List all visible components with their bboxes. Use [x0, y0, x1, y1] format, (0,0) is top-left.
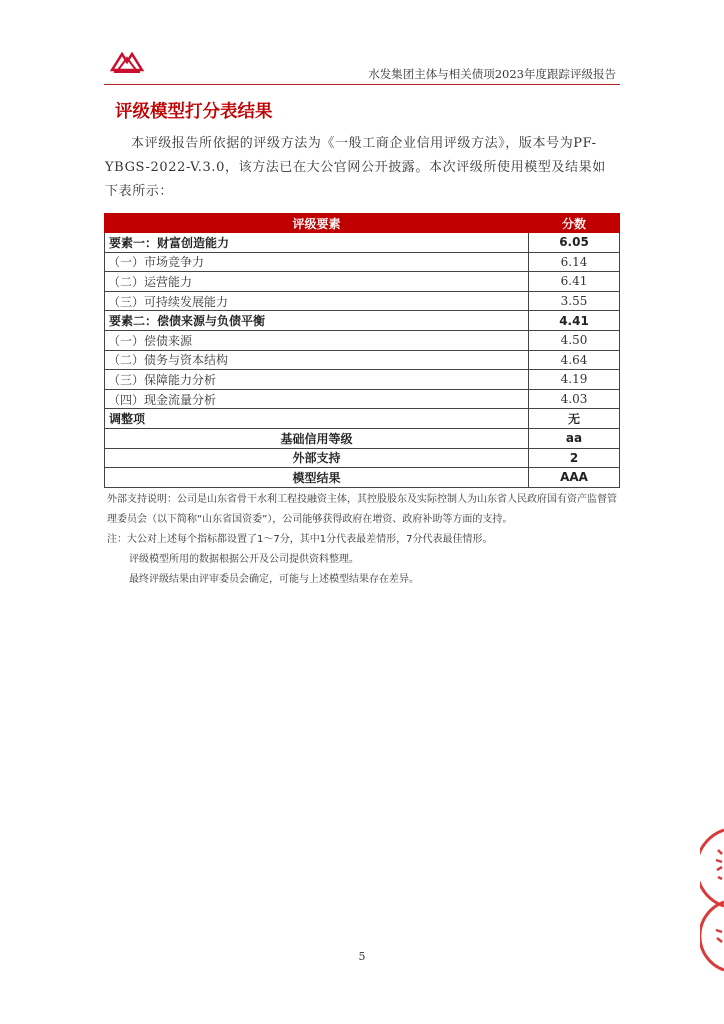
header-divider — [104, 84, 620, 85]
factor-score: aa — [529, 428, 620, 448]
data-source-note: 评级模型所用的数据根据公开及公司提供资料整理。 — [129, 554, 359, 565]
intro-paragraph: 本评级报告所依据的评级方法为《一般工商企业信用评级方法》，版本号为PF-YBGS-2022-V.3.0，该方法已在大公官网公开披露。本次评级所使用模型及结果如下表所示： — [105, 136, 606, 199]
factor-name: 调整项 — [105, 409, 529, 429]
factor-score: 2 — [529, 448, 620, 468]
table-row — [105, 272, 620, 292]
table-row — [105, 389, 620, 409]
factor-name: （二）债务与资本结构 — [105, 350, 529, 370]
table-row — [105, 448, 620, 468]
factor-name: 要素二：偿债来源与负债平衡 — [105, 311, 529, 331]
factor-name: 模型结果 — [105, 468, 529, 488]
factor-name: （一）偿债来源 — [105, 330, 529, 350]
factor-score: 4.50 — [529, 330, 620, 350]
factor-score: 4.19 — [529, 370, 620, 390]
score-table — [104, 213, 620, 488]
factor-name: 外部支持 — [105, 448, 529, 468]
factor-score: 4.41 — [529, 311, 620, 331]
table-row — [105, 370, 620, 390]
factor-score: AAA — [529, 468, 620, 488]
factor-name: （三）可持续发展能力 — [105, 291, 529, 311]
table-row — [105, 233, 620, 253]
table-row — [105, 428, 620, 448]
factor-name: （四）现金流量分析 — [105, 389, 529, 409]
table-row — [105, 330, 620, 350]
factor-score: 4.64 — [529, 350, 620, 370]
header-factor: 评级要素 — [105, 214, 529, 233]
factor-name: 基础信用等级 — [105, 428, 529, 448]
factor-score: 6.41 — [529, 272, 620, 292]
factor-score: 4.03 — [529, 389, 620, 409]
factor-score: 6.05 — [529, 233, 620, 253]
company-logo — [110, 50, 144, 76]
factor-name: （一）市场竞争力 — [105, 252, 529, 272]
table-row — [105, 350, 620, 370]
table-row — [105, 252, 620, 272]
scoring-note: 注：大公对上述每个指标都设置了1～7分，其中1分代表最差情形，7分代表最佳情形。 — [107, 534, 493, 545]
header-score: 分数 — [529, 214, 620, 233]
seal-stamp-fragment — [700, 826, 724, 910]
table-header-row — [105, 214, 620, 233]
factor-score: 3.55 — [529, 291, 620, 311]
table-row — [105, 409, 620, 429]
factor-score: 6.14 — [529, 252, 620, 272]
table-row — [105, 468, 620, 488]
header-title: 水发集团主体与相关债项2023年度跟踪评级报告 — [368, 67, 616, 81]
factor-name: （二）运营能力 — [105, 272, 529, 292]
external-support-note: 外部支持说明：公司是山东省骨干水利工程投融资主体，其控股股东及实际控制人为山东省人民政府国有资产监督管理委员会（以下简称“山东省国资委”），公司能够获得政府在增资、政府补助等方面的支持。 — [107, 494, 617, 525]
final-rating-note: 最终评级结果由评审委员会确定，可能与上述模型结果存在差异。 — [129, 574, 419, 585]
section-title: 评级模型打分表结果 — [115, 102, 273, 122]
seal-stamp-fragment — [700, 900, 724, 972]
table-row — [105, 291, 620, 311]
factor-name: （三）保障能力分析 — [105, 370, 529, 390]
factor-name: 要素一：财富创造能力 — [105, 233, 529, 253]
factor-score: 无 — [529, 409, 620, 429]
page-number: 5 — [358, 950, 366, 963]
table-row — [105, 311, 620, 331]
table-notes — [107, 490, 623, 590]
